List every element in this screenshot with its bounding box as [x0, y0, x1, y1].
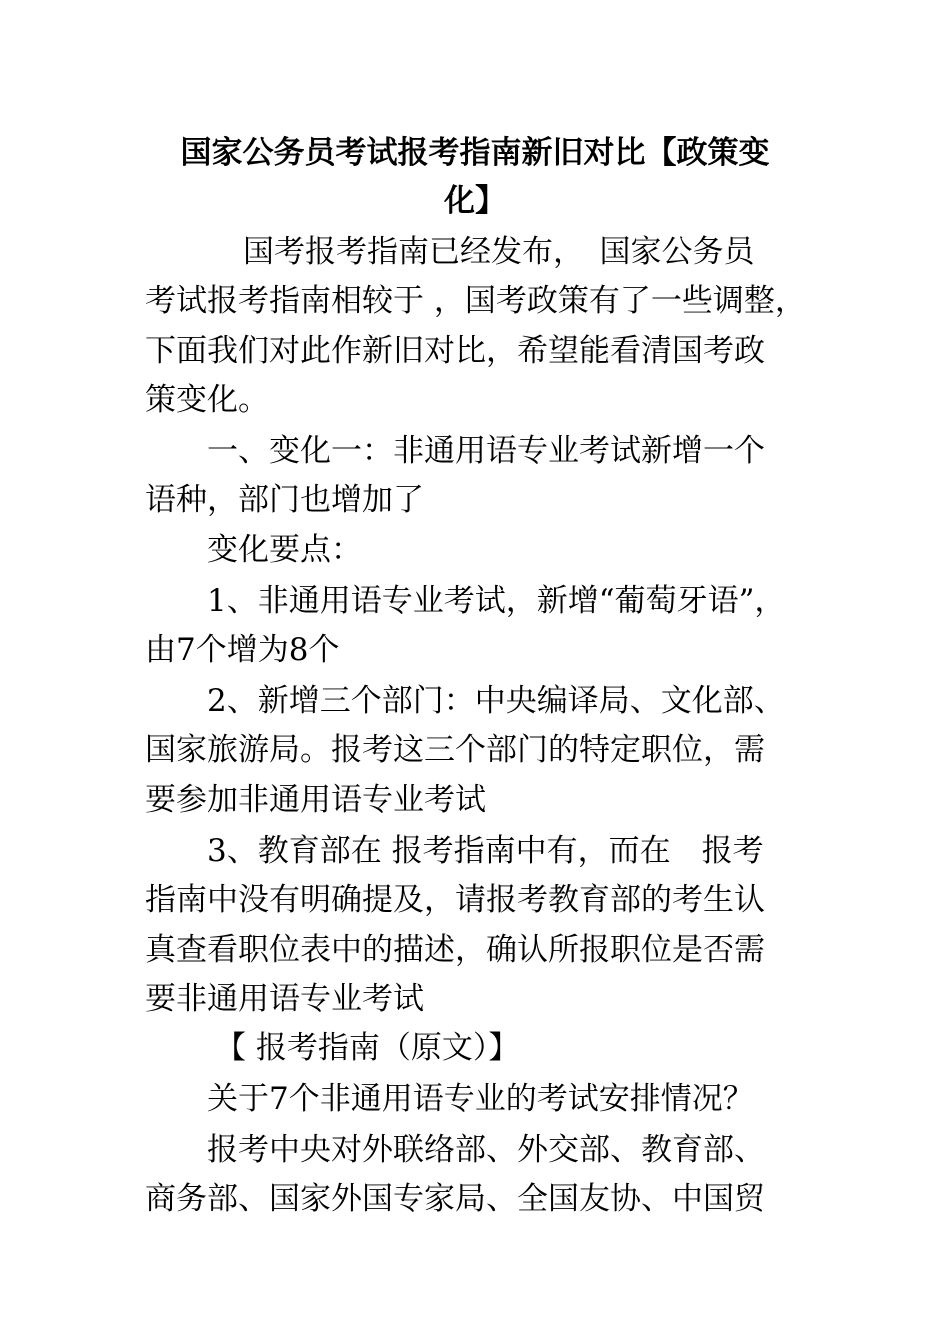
paragraph-intro-line-3: 下面我们对此作新旧对比，希望能看清国考政 — [145, 333, 765, 369]
point-3-line-3: 真查看职位表中的描述，确认所报职位是否需 — [145, 932, 765, 968]
paragraph-intro-line-1: 国考报考指南已经发布， 国家公务员 — [243, 234, 755, 270]
paragraph-intro-line-4: 策变化。 — [145, 382, 269, 418]
point-2-line-1: 2、新增三个部门：中央编译局、文化部、 — [207, 683, 785, 719]
point-2-line-3: 要参加非通用语专业考试 — [145, 782, 486, 818]
original-guide-heading: 【 报考指南（原文）】 — [215, 1030, 520, 1066]
change-points-label: 变化要点： — [207, 532, 362, 568]
document-title-line-2: 化】 — [444, 183, 506, 219]
section-heading-line-1: 一、变化一：非通用语专业考试新增一个 — [207, 433, 765, 469]
question-line: 关于7个非通用语专业的考试安排情况？ — [207, 1081, 754, 1117]
answer-line-2: 商务部、国家外国专家局、全国友协、中国贸 — [145, 1181, 765, 1217]
point-1-line-2: 由7个增为8个 — [145, 632, 340, 668]
point-2-line-2: 国家旅游局。报考这三个部门的特定职位，需 — [145, 732, 765, 768]
section-heading-line-2: 语种，部门也增加了 — [145, 482, 424, 518]
point-1-line-1: 1、非通用语专业考试，新增“葡萄牙语”， — [207, 583, 786, 619]
document-title-line-1: 国家公务员考试报考指南新旧对比【政策变 — [180, 135, 770, 171]
point-3-line-4: 要非通用语专业考试 — [145, 981, 424, 1017]
paragraph-intro-line-2: 考试报考指南相较于 ，国考政策有了一些调整， — [145, 283, 806, 319]
point-3-line-1: 3、教育部在 报考指南中有，而在 报考 — [207, 833, 764, 869]
answer-line-1: 报考中央对外联络部、外交部、教育部、 — [207, 1132, 765, 1168]
point-3-line-2: 指南中没有明确提及，请报考教育部的考生认 — [145, 882, 765, 918]
